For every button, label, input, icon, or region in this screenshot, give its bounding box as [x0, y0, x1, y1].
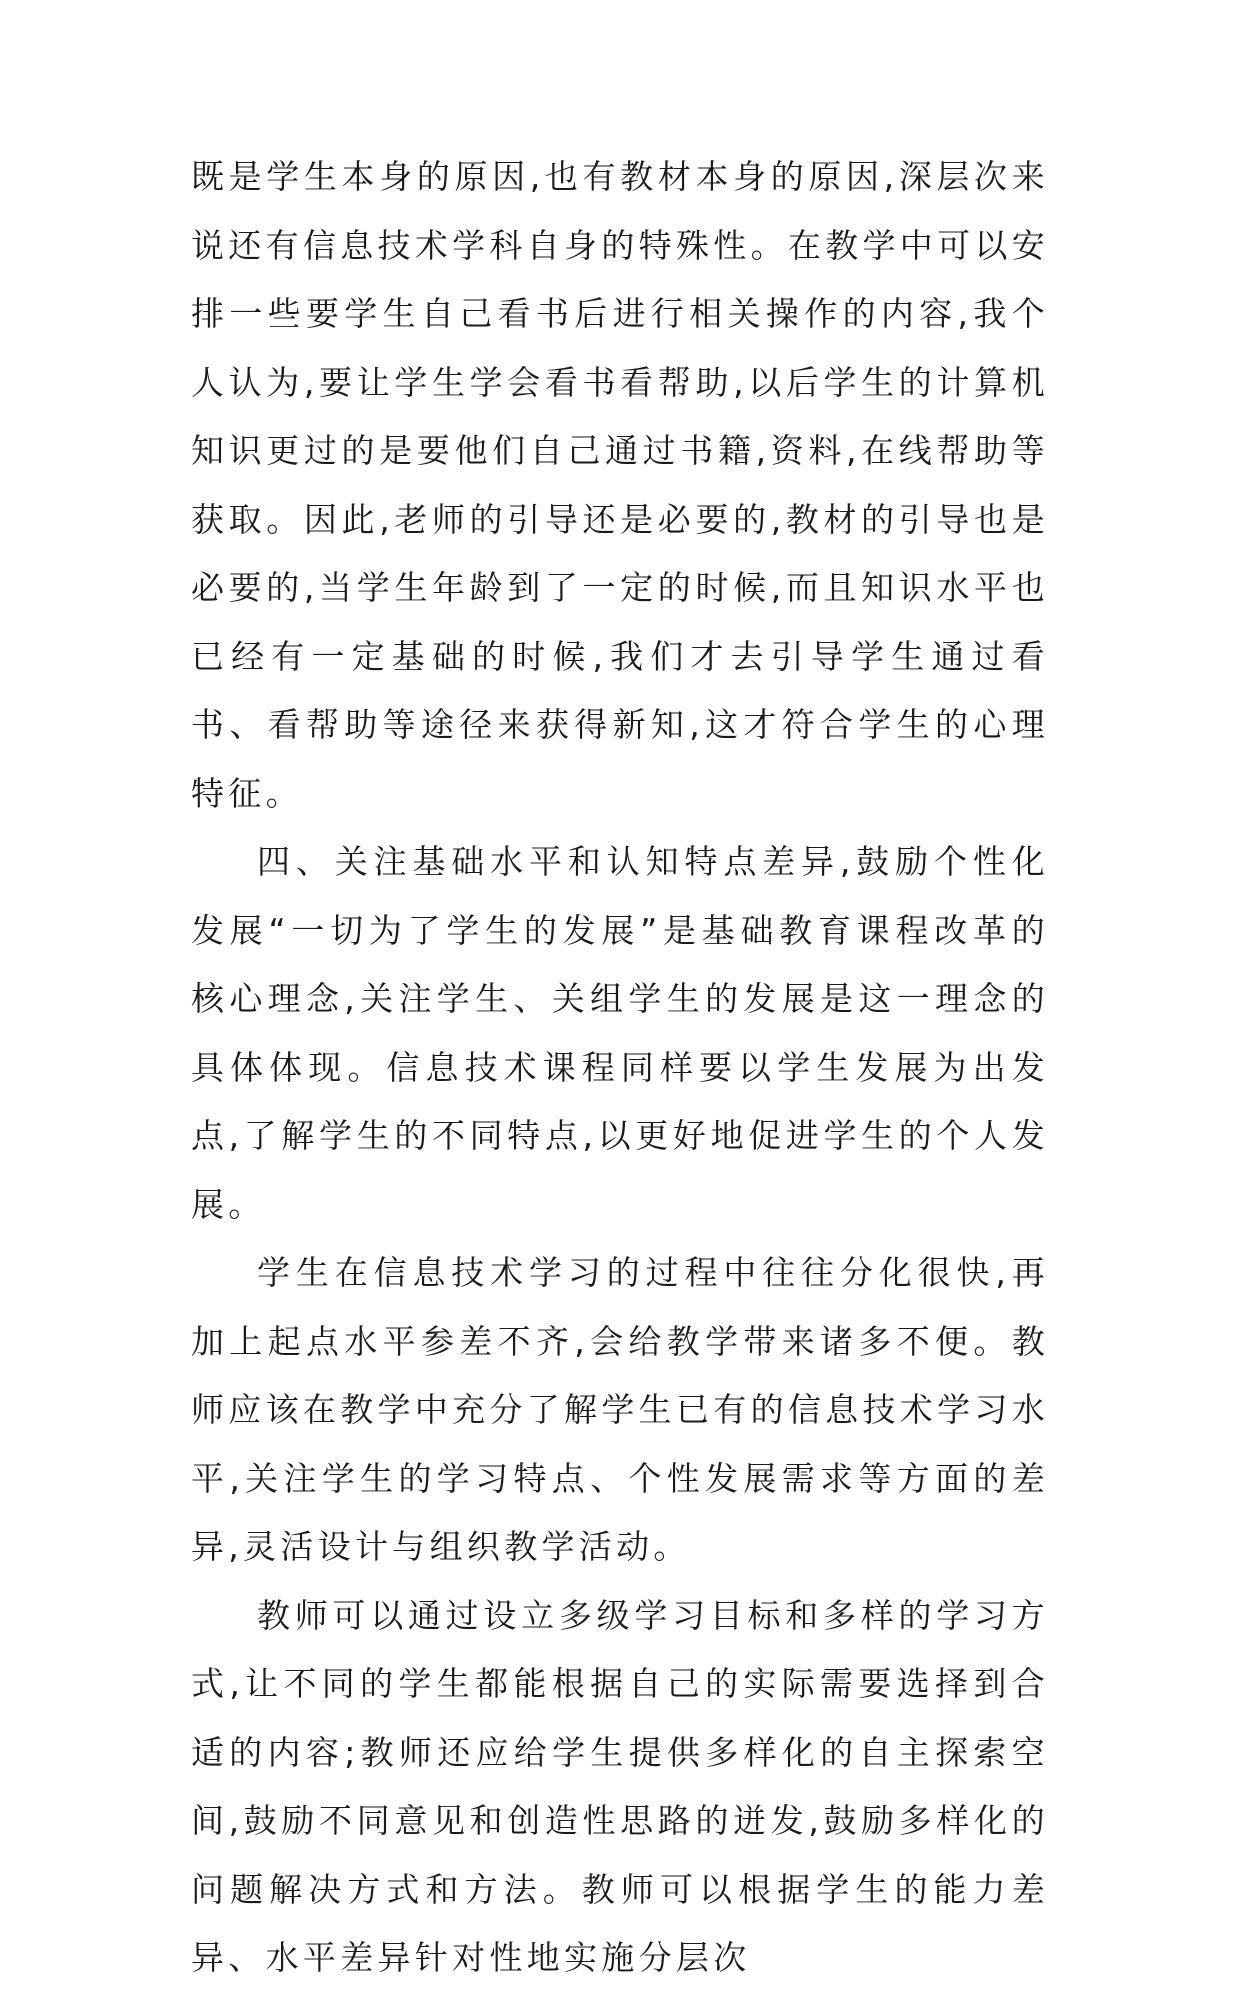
paragraph-1: 既是学生本身的原因,也有教材本身的原因,深层次来说还有信息技术学科自身的特殊性。在教学中可以安排一些要学生自己看书后进行相关操作的内容,我个人认为,要让学生学会看书看帮助,以后学生的计算机知识更过的是要他们自己通过书籍,资料,在线帮助等获取。因此,老师的引导还是必要的,教材的引导也是必要的,当学生年龄到了一定的时候,而且知识水平也已经有一定基础的时候,我们才去引导学生通过看书、看帮助等途径来获得新知,这才符合学生的心理特征。 — [191, 157, 1049, 813]
paragraph-3: 学生在信息技术学习的过程中往往分化很快,再加上起点水平参差不齐,会给教学带来诸多不便。教师应该在教学中充分了解学生已有的信息技术学习水平,关注学生的学习特点、个性发展需求等方面的差异,灵活设计与组织教学活动。 — [191, 1253, 1049, 1566]
paragraph-4: 教师可以通过设立多级学习目标和多样的学习方式,让不同的学生都能根据自己的实际需要选择到合适的内容;教师还应给学生提供多样化的自主探索空间,鼓励不同意见和创造性思路的迸发,鼓励多样化的问题解决方式和方法。教师可以根据学生的能力差异、水平差异针对性地实施分层次 — [191, 1595, 1049, 1977]
body-text — [191, 143, 1049, 1993]
paragraph-2: 四、关注基础水平和认知特点差异,鼓励个性化发展“一切为了学生的发展”是基础教育课程改革的核心理念,关注学生、关组学生的发展是这一理念的具体体现。信息技术课程同样要以学生发展为出发点,了解学生的不同特点,以更好地促进学生的个人发展。 — [191, 842, 1049, 1224]
